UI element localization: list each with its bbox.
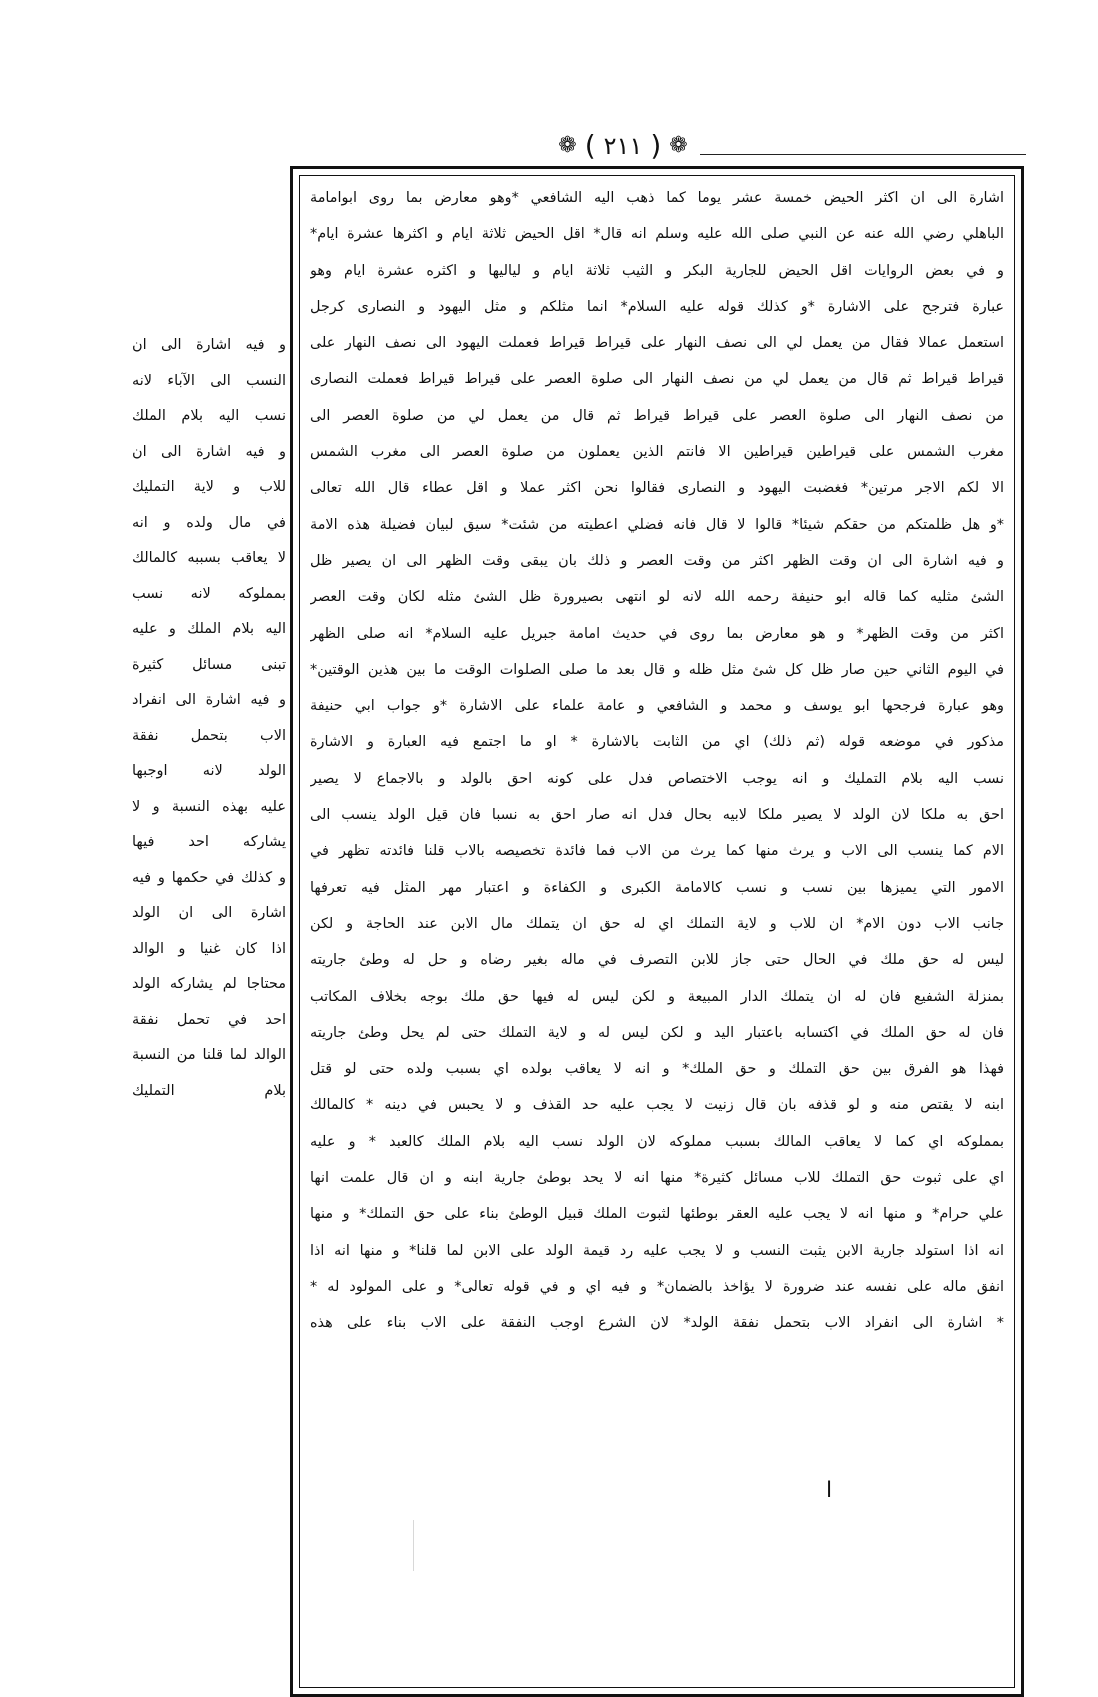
main-text-line: الام كما ينسب الى الاب و يرث منها كما يرث من الاب فما فائدة تخصيصه بالاب قلنا فائدته تظهر في <box>310 843 1004 860</box>
main-text-line: في اليوم الثاني حين صار ظل كل شئ مثل ظله و قال بعد ما صلى الصلوات الوقت ما بين هذين الوقتين* <box>310 661 1004 678</box>
side-note-line: الاب بتحمل نفقة <box>132 727 286 744</box>
main-text-line: علي حرام* و منها انه لا يجب عليه العقر بوطئها لثبوت الملك قبيل الوطئ بناء على حق التملك* و منها <box>310 1206 1004 1223</box>
page-number <box>548 128 698 164</box>
side-note-line: عليه بهذه النسبة و لا <box>132 798 286 815</box>
main-text-line: الباهلي رضي الله عنه عن النبي صلى الله عليه وسلم انه قال* اقل الحيض ثلاثة ايام و اكثرها عشرة ايام* <box>310 226 1004 243</box>
ornament-left-icon: ❁ <box>558 133 577 158</box>
side-note-line: النسب الى الآباء لانه <box>132 372 286 389</box>
main-text-line: عبارة فترجح على الاشارة *و كذلك قوله عليه السلام* انما مثلكم و مثل اليهود و النصارى كرجل <box>310 298 1004 315</box>
main-text-line: فهذا هو الفرق بين حق التملك و حق الملك* و انه لا يعاقب بولده اي بسبب ولده حتى لو قتل <box>310 1061 1004 1078</box>
main-text-frame <box>290 166 1024 1697</box>
side-note-line: احد في تحمل نفقة <box>132 1011 286 1028</box>
side-note-column <box>132 328 286 1109</box>
ornament-right-icon: ❁ <box>669 133 688 158</box>
side-note-line: و فيه اشارة الى ان <box>132 443 286 460</box>
main-text-line: * اشارة الى انفراد الاب بتحمل نفقة الولد* لان الشرع اوجب النفقة على الاب بناء على هذه <box>310 1315 1004 1332</box>
main-text-line: نسب اليه بلام التمليك و انه يوجب الاختصاص فدل على كونه احق بالولد و بالاجماع لا يصير <box>310 770 1004 787</box>
side-note-line: الولد لانه اوجبها <box>132 763 286 779</box>
main-text-line: قيراط قيراط ثم قال من يعمل لي من نصف النهار الى صلوة العصر على قيراط قيراط فعملت النصارى <box>310 371 1004 388</box>
side-note-line: لا يعاقب بسببه كالمالك <box>132 550 286 566</box>
page-number-paren-close: ) <box>650 129 662 162</box>
main-text-line: و فيه اشارة الى ان وقت الظهر اكثر من وقت العصر و ذلك بان يبقى وقت الظهر الى ان يصير ظل <box>310 552 1004 569</box>
side-note-line: يشاركه احد فيها <box>132 834 286 850</box>
main-text-line: اشارة الى ان اكثر الحيض خمسة عشر يوما كما ذهب اليه الشافعي *وهو معارض بما روى ابوامامة <box>310 190 1004 206</box>
side-note-line: اذا كان غنيا و الوالد <box>132 940 286 957</box>
side-note-line: و كذلك في حكمها و فيه <box>132 869 286 886</box>
page-number-value: ٢١١ <box>603 132 643 160</box>
main-text-line: مذكور في موضعه قوله (ثم ذلك) اي من الثابت بالاشارة * او ما اجتمع فيه العبارة و الاشارة <box>310 734 1004 751</box>
side-note-line: بلام التمليك <box>132 1082 286 1099</box>
main-text-line: مغرب الشمس على قيراطين قيراطين الا فانتم الذين يعملون من صلوة العصر الى مغرب الشمس <box>310 444 1004 461</box>
main-text-line: اكثر من وقت الظهر* و هو معارض بما روى في حديث امامة جبريل عليه السلام* انه صلى الظهر <box>310 625 1004 642</box>
page-fold-line <box>413 1520 414 1571</box>
main-text-line: *و هل ظلمتكم من حقكم شيئا* قالوا لا قال فانه فضلي اعطيته من شئت* سيق لبيان فضيلة هذه الامة <box>310 516 1004 533</box>
main-text-line: بمنزلة الشفيع فان له ان يتملك الدار المبيعة و لكن ليس له فيها حق ملك بوجه بخلاف المكاتب <box>310 988 1004 1005</box>
main-text-line: من نصف النهار الى صلوة العصر على قيراط قيراط ثم قال من يعمل لي من صلوة العصر الى <box>310 407 1004 424</box>
side-note-line: اليه بلام الملك و عليه <box>132 621 286 637</box>
page-number-paren-open: ( <box>584 129 596 162</box>
side-note-line: الوالد لما قلنا من النسبة <box>132 1047 286 1063</box>
side-note-line: في مال ولده و انه <box>132 514 286 531</box>
side-note-line: اشارة الى ان الولد <box>132 905 286 921</box>
side-note-line: بمملوكه لانه نسب <box>132 585 286 602</box>
footer-mark: ا <box>826 1478 833 1503</box>
main-text-line: انه اذا استولد جارية الابن يثبت النسب و لا يجب عليه رد قيمة الولد على الابن لما قلنا* و منها انه اذا <box>310 1242 1004 1259</box>
side-note-line: و فيه اشارة الى انفراد <box>132 692 286 708</box>
main-text-line: جانب الاب دون الام* ان للاب و لاية التملك اي له حق ان يتملك مال الابن عند الحاجة و لكن <box>310 915 1004 932</box>
side-note-line: نسب اليه بلام الملك <box>132 408 286 424</box>
main-text-line: فان له حق الملك في اكتسابه باعتبار اليد و لكن ليس له و لاية التملك حتى لم يحل وطئ جاريته <box>310 1024 1004 1041</box>
main-text-line: و في بعض الروايات اقل الحيض للجارية البكر و الثيب ثلاثة ايام و لياليها و اكثره عشرة ايام وهو <box>310 262 1004 279</box>
side-note-line: محتاجا لم يشاركه الولد <box>132 976 286 992</box>
main-text-line: الا لكم الاجر مرتين* فغضبت اليهود و النصارى فقالوا نحن اكثر عملا و اقل عطاء قال الله تعالى <box>310 480 1004 497</box>
side-note-line: للاب و لاية التمليك <box>132 479 286 495</box>
side-note-line: تبنى مسائل كثيرة <box>132 656 286 673</box>
header-rule <box>700 154 1026 155</box>
main-text-line: انفق ماله على نفسه عند ضرورة لا يؤاخذ بالضمان* و فيه اي و في قوله تعالى* و على المولود له * <box>310 1278 1004 1295</box>
main-text-line: استعمل عمالا فقال من يعمل لي الى نصف النهار على قيراط قيراط فعملت اليهود الى نصف النهار على <box>310 335 1004 352</box>
main-text-line: الشئ مثليه كما قاله ابو حنيفة رحمه الله لانه لو انتهى بصيرورة ظل الشئ مثله لكان وقت العصر <box>310 589 1004 606</box>
main-text-body <box>299 175 1015 1688</box>
side-note-line: و فيه اشارة الى ان <box>132 337 286 353</box>
main-text-line: اي على ثبوت حق التملك للاب مسائل كثيرة* منها انه لا يحد بوطئ جارية ابنه و ان قال علمت انها <box>310 1170 1004 1187</box>
main-text-line: احق به ملكا لان الولد لا يصير ملكا لابيه بحال فدل انه صار احق به نسبا فان قيل الولد ينسب الى <box>310 807 1004 824</box>
main-text-line: بمملوكه اي كما لا يعاقب المالك بسبب مملوكه لان الولد نسب اليه بلام الملك كالعبد * و عليه <box>310 1133 1004 1150</box>
main-text-line: ليس له حق ملك في الحال حتى جاز للابن التصرف في ماله بغير رضاه و حل له وطئ جاريته <box>310 952 1004 969</box>
main-text-line: وهو عبارة فرجحها ابو يوسف و محمد و الشافعي و عامة علماء على الاشارة *و جواب ابي حنيفة <box>310 698 1004 715</box>
main-text-line: ابنه لا يقتص منه و لو قذفه بان قال زنيت لا يجب عليه حد القذف و لا يحبس في دينه * كالمالك <box>310 1097 1004 1114</box>
main-text-line: الامور التي يميزها بين نسب و نسب كالامامة الكبرى و الكفاءة و اعتبار مهر المثل فيه تعرفها <box>310 879 1004 896</box>
